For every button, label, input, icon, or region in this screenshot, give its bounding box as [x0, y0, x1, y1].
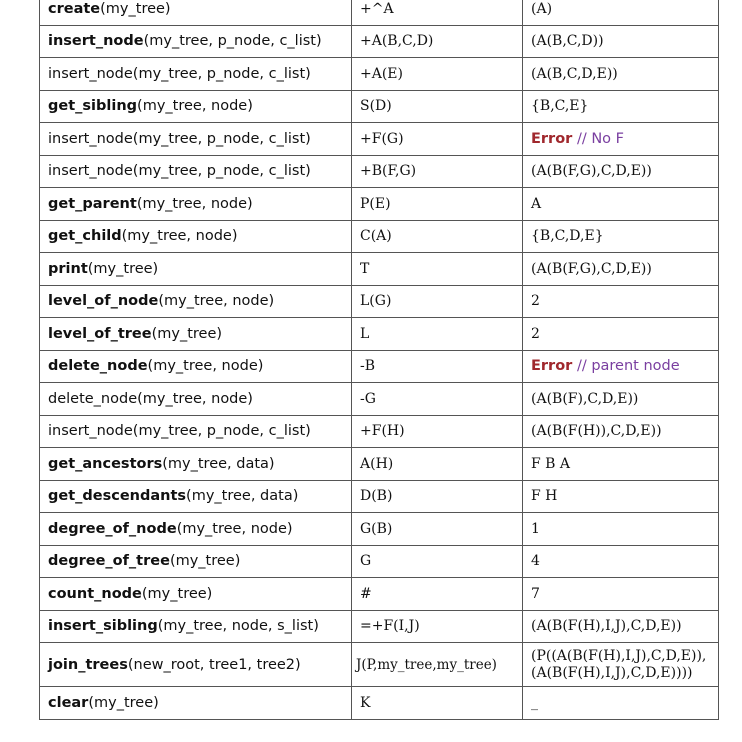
operation-cell: S(D) [352, 90, 523, 123]
function-name: get_ancestors [48, 455, 163, 472]
function-name: insert_sibling [48, 618, 158, 635]
function-cell [40, 383, 352, 416]
function-cell [40, 58, 352, 91]
operation-cell: J(P,my_tree,my_tree) [352, 643, 523, 687]
function-cell [40, 643, 352, 687]
function-cell [40, 253, 352, 286]
result-cell: (A(B(F,G),C,D,E)) [523, 253, 719, 286]
function-name: count_node [48, 585, 142, 602]
function-args: (my_tree, p_node, c_list) [143, 33, 322, 50]
function-cell [40, 480, 352, 513]
table-row [40, 448, 719, 481]
function-name: insert_node [48, 33, 144, 50]
function-name: join_trees [48, 656, 128, 673]
result-cell: 1 [523, 513, 719, 546]
table-row [40, 188, 719, 221]
function-name: degree_of_node [48, 520, 177, 537]
result-cell: (A(B,C,D)) [523, 25, 719, 58]
function-args: (my_tree, node) [176, 520, 293, 537]
function-cell [40, 123, 352, 156]
table-row [40, 578, 719, 611]
function-cell [40, 545, 352, 578]
operation-cell: C(A) [352, 220, 523, 253]
function-cell [40, 155, 352, 188]
function-args: (my_tree, node) [137, 390, 253, 407]
error-comment: // parent node [576, 358, 680, 375]
table-row [40, 415, 719, 448]
error-label: Error [531, 130, 573, 147]
function-args: (my_tree, data) [186, 488, 299, 505]
function-name: insert_node [48, 423, 133, 440]
table-row [40, 610, 719, 643]
table-row [40, 383, 719, 416]
function-args: (my_tree, node) [158, 293, 275, 310]
result-cell: F B A [523, 448, 719, 481]
result-cell: 2 [523, 285, 719, 318]
table-row [40, 25, 719, 58]
result-cell: (A(B,C,D,E)) [523, 58, 719, 91]
result-cell: F H [523, 480, 719, 513]
function-args: (my_tree, data) [162, 455, 275, 472]
function-args: (my_tree, p_node, c_list) [132, 130, 311, 147]
function-cell [40, 90, 352, 123]
table-row [40, 58, 719, 91]
function-args: (my_tree, p_node, c_list) [132, 423, 311, 440]
function-cell [40, 578, 352, 611]
function-name: get_child [48, 228, 122, 245]
result-cell: {B,C,D,E} [523, 220, 719, 253]
operation-cell: +F(G) [352, 123, 523, 156]
function-name: insert_node [48, 163, 133, 180]
result-cell: _ [523, 687, 719, 720]
result-cell: (A(B(F,G),C,D,E)) [523, 155, 719, 188]
function-name: clear [48, 694, 89, 711]
table-row [40, 285, 719, 318]
error-label: Error [531, 358, 573, 375]
result-cell [523, 643, 719, 687]
operation-cell: =+F(I,J) [352, 610, 523, 643]
function-args: (my_tree, node) [147, 358, 264, 375]
function-args: (my_tree, node) [121, 228, 238, 245]
function-cell [40, 220, 352, 253]
function-args: (my_tree) [87, 260, 159, 277]
operation-cell: +A(E) [352, 58, 523, 91]
function-cell [40, 350, 352, 383]
function-name: degree_of_tree [48, 553, 170, 570]
function-cell [40, 188, 352, 221]
table-row [40, 253, 719, 286]
function-name: get_descendants [48, 488, 187, 505]
function-cell [40, 415, 352, 448]
result-cell: {B,C,E} [523, 90, 719, 123]
function-name: create [48, 0, 101, 17]
operation-cell: L [352, 318, 523, 351]
function-name: insert_node [48, 130, 133, 147]
operation-cell: -G [352, 383, 523, 416]
operations-table-container [39, 0, 718, 720]
result-cell: 4 [523, 545, 719, 578]
table-row [40, 90, 719, 123]
table-row [40, 687, 719, 720]
result-cell: (A(B(F(H),I,J),C,D,E)) [523, 610, 719, 643]
function-args: (my_tree, p_node, c_list) [132, 163, 311, 180]
error-comment: // No F [576, 130, 624, 147]
function-args: (my_tree, node) [137, 98, 253, 115]
operation-cell: +A(B,C,D) [352, 25, 523, 58]
operation-cell: T [352, 253, 523, 286]
operation-cell: -B [352, 350, 523, 383]
operation-cell: +F(H) [352, 415, 523, 448]
function-args: (my_tree) [100, 0, 171, 17]
operation-cell: K [352, 687, 523, 720]
result-cell [523, 350, 719, 383]
function-args: (my_tree) [88, 694, 159, 711]
result-cell: 7 [523, 578, 719, 611]
table-body [40, 0, 719, 719]
result-line-2: (A(B(F(H),I,J),C,D,E)))) [531, 664, 693, 681]
result-cell: (A(B(F),C,D,E)) [523, 383, 719, 416]
operation-cell: P(E) [352, 188, 523, 221]
table-row [40, 513, 719, 546]
result-cell: (A) [523, 0, 719, 25]
function-args: (my_tree, node, s_list) [157, 618, 319, 635]
function-name: delete_node [48, 358, 148, 375]
operation-cell: D(B) [352, 480, 523, 513]
function-name: insert_node [48, 65, 133, 82]
operation-cell: +^A [352, 0, 523, 25]
function-args: (my_tree) [169, 553, 241, 570]
table-row [40, 545, 719, 578]
function-cell [40, 318, 352, 351]
table-row [40, 220, 719, 253]
function-args: (my_tree) [141, 585, 213, 602]
result-line-1: (P((A(B(F(H),I,J),C,D,E)), [531, 647, 707, 664]
function-cell [40, 0, 352, 25]
function-name: delete_node [48, 390, 138, 407]
function-args: (my_tree) [151, 325, 223, 342]
function-name: get_sibling [48, 98, 138, 115]
table-row [40, 480, 719, 513]
function-args: (new_root, tree1, tree2) [127, 656, 301, 673]
function-cell [40, 687, 352, 720]
function-args: (my_tree, p_node, c_list) [132, 65, 311, 82]
function-cell [40, 25, 352, 58]
function-cell [40, 448, 352, 481]
function-cell [40, 513, 352, 546]
operation-cell: G [352, 545, 523, 578]
table-row [40, 318, 719, 351]
function-cell [40, 610, 352, 643]
result-cell: (A(B(F(H)),C,D,E)) [523, 415, 719, 448]
table-row [40, 123, 719, 156]
result-cell: 2 [523, 318, 719, 351]
table-row [40, 643, 719, 687]
table-row [40, 350, 719, 383]
operation-cell: +B(F,G) [352, 155, 523, 188]
operation-cell: L(G) [352, 285, 523, 318]
table-row [40, 0, 719, 25]
function-name: get_parent [48, 195, 137, 212]
table-row [40, 155, 719, 188]
operation-cell: A(H) [352, 448, 523, 481]
function-name: level_of_node [48, 293, 159, 310]
operations-table [39, 0, 719, 720]
function-args: (my_tree, node) [136, 195, 253, 212]
result-cell [523, 123, 719, 156]
function-name: print [48, 260, 88, 277]
result-cell: A [523, 188, 719, 221]
function-cell [40, 285, 352, 318]
operation-cell: # [352, 578, 523, 611]
operation-cell: G(B) [352, 513, 523, 546]
function-name: level_of_tree [48, 325, 152, 342]
